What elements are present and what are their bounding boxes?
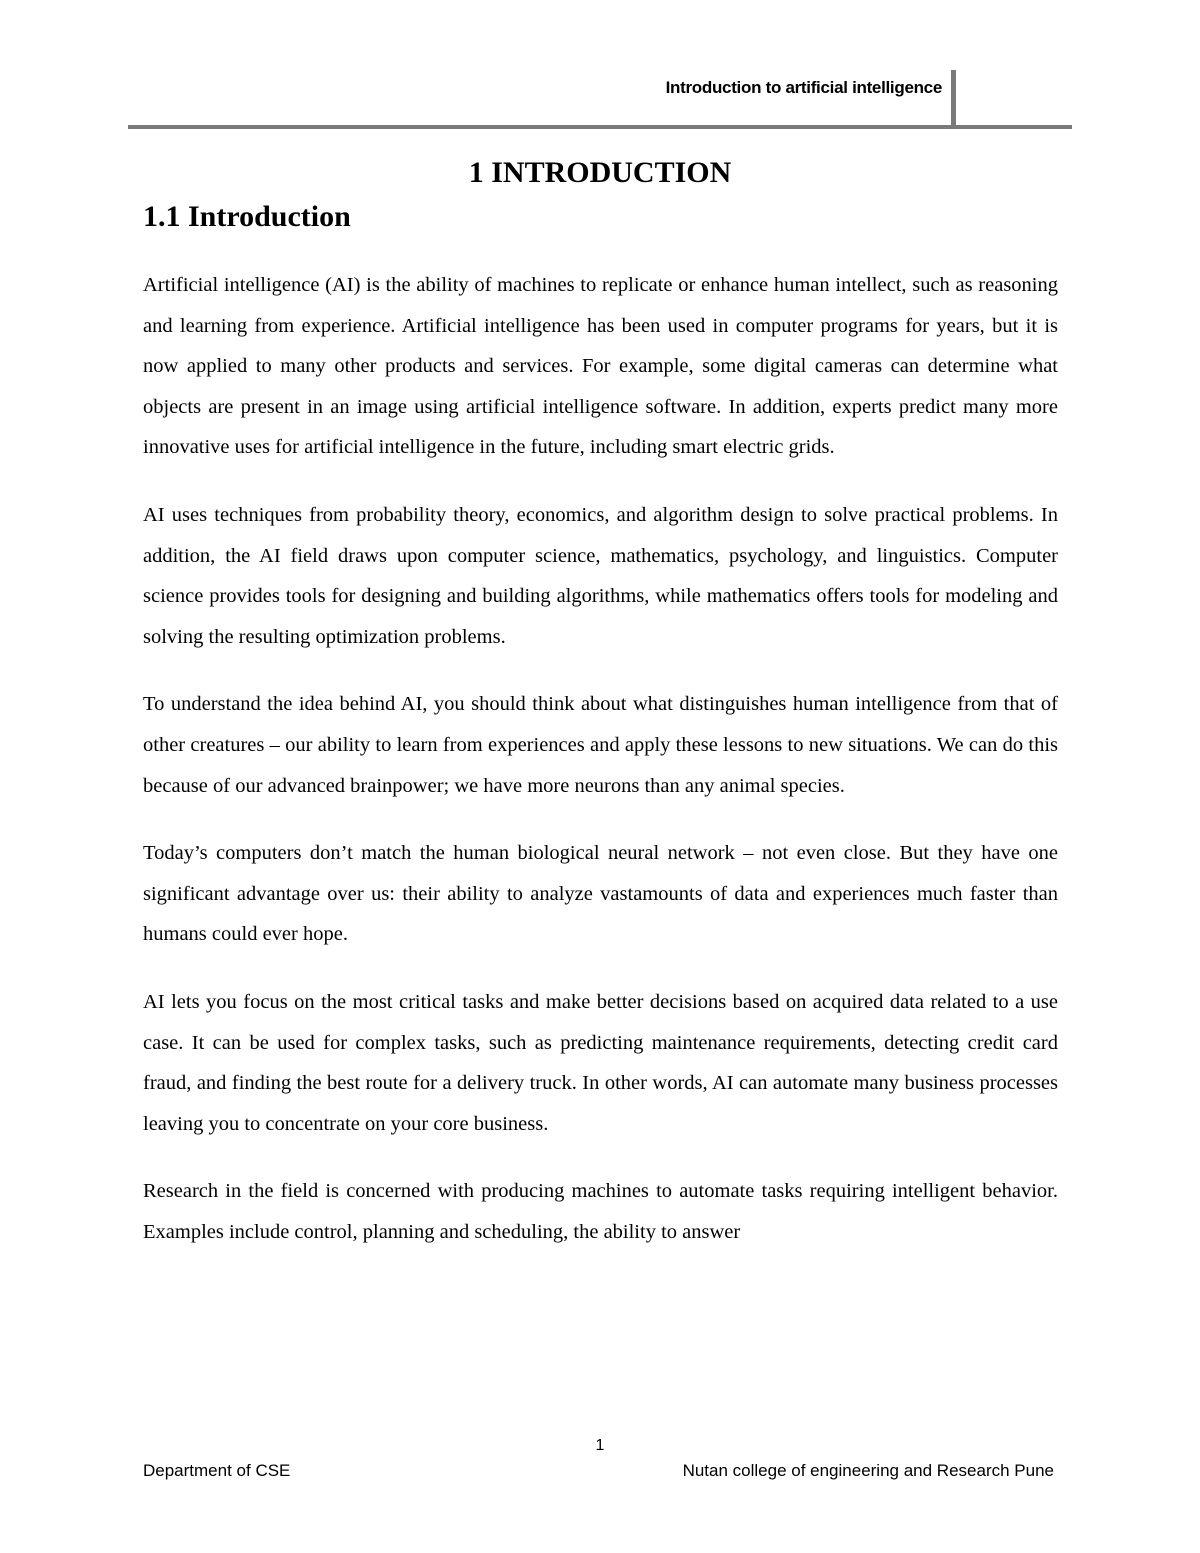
body-text — [143, 265, 1058, 1279]
header-rule — [128, 125, 1072, 129]
paragraph: Artificial intelligence (AI) is the ability of machines to replicate or enhance human intellect, such as reasoning and learning from experience. Artificial intelligence has been used in computer programs for years, but it is now applied to many other products and services. For example, some digital cameras can determine what objects are present in an image using artificial intelligence software. In addition, experts predict many more innovative uses for artificial intelligence in the future, including smart electric grids. — [143, 274, 1058, 459]
footer-institution: Nutan college of engineering and Research Pune — [682, 1461, 1054, 1480]
section-title: 1.1 Introduction — [143, 200, 351, 233]
paragraph: Research in the field is concerned with producing machines to automate tasks requiring intelligent behavior. Examples include control, planning and scheduling, the ability to answer — [143, 1180, 1058, 1243]
page-number: 1 — [595, 1437, 605, 1454]
paragraph: AI uses techniques from probability theory, economics, and algorithm design to solve practical problems. In addition, the AI field draws upon computer science, mathematics, psychology, and linguistics. Computer science provides tools for designing and building algorithms, while mathematics offers tools for modeling and solving the resulting optimization problems. — [143, 503, 1058, 648]
header-vertical-bar — [951, 70, 956, 128]
paragraph: AI lets you focus on the most critical tasks and make better decisions based on acquired data related to a use case. It can be used for complex tasks, such as predicting maintenance requirements, detecting credit card fraud, and finding the best route for a delivery truck. In other words, AI can automate many business processes leaving you to concentrate on your core business. — [143, 990, 1058, 1135]
paragraph: Today’s computers don’t match the human biological neural network – not even close. But they have one significant advantage over us: their ability to analyze vastamounts of data and experiences much faster than humans could ever hope. — [143, 842, 1058, 946]
chapter-title: 1 INTRODUCTION — [468, 156, 732, 189]
paragraph: To understand the idea behind AI, you should think about what distinguishes human intelligence from that of other creatures – our ability to learn from experiences and apply these lessons to new situations. We can do this because of our advanced brainpower; we have more neurons than any animal species. — [143, 693, 1058, 797]
running-header-title: Introduction to artificial intelligence — [665, 78, 942, 97]
footer-department: Department of CSE — [143, 1461, 291, 1480]
